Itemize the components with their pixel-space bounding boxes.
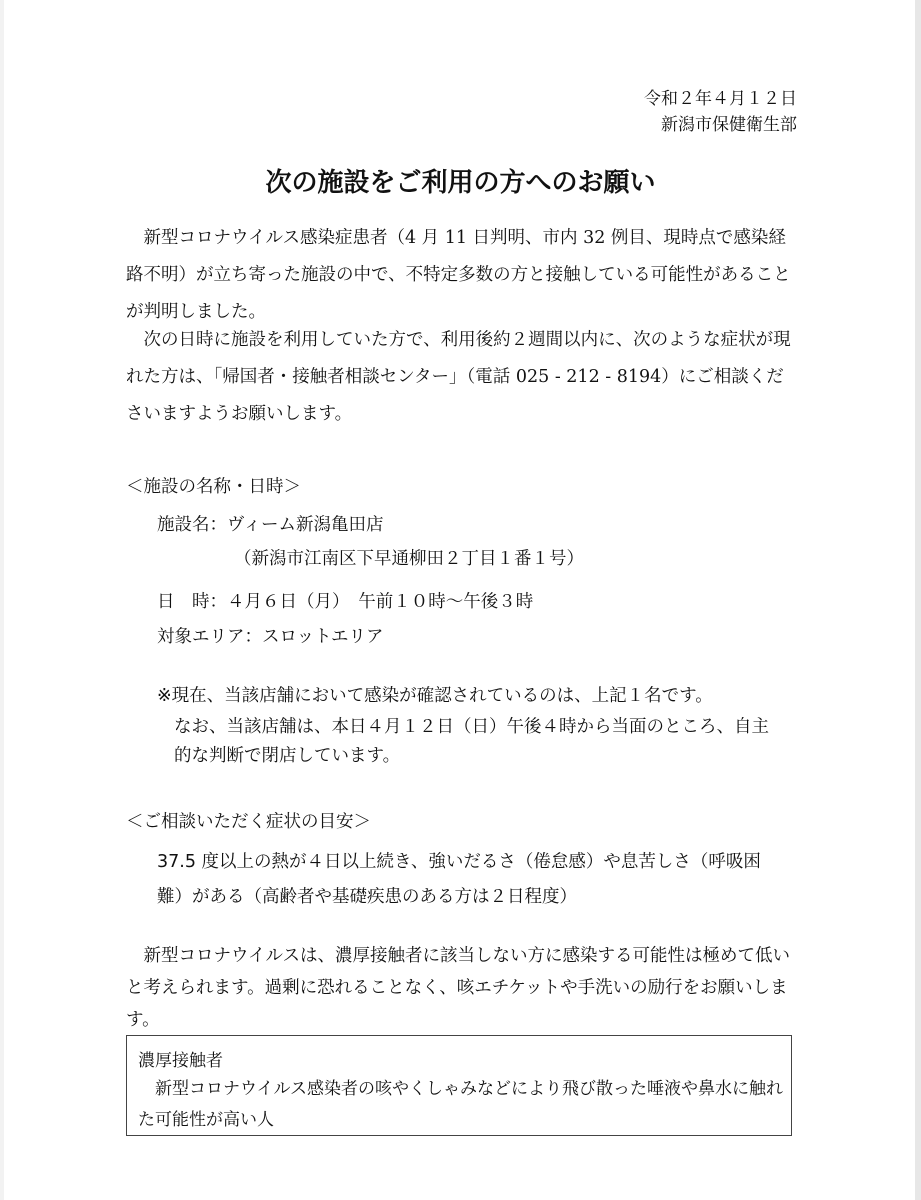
document-title: 次の施設をご利用の方へのお願い	[265, 168, 656, 198]
note-line-1: ※現在、当該店舗において感染が確認されているのは、上記１名です。	[157, 686, 713, 706]
issuing-department: 新潟市保健衛生部	[661, 115, 797, 135]
symptoms-line-1: 37.5 度以上の熱が４日以上続き、強いだるさ（倦怠感）や息苦しさ（呼吸困	[157, 852, 761, 872]
closing-paragraph: 新型コロナウイルスは、濃厚接触者に該当しない方に感染する可能性は極めて低いと考えられます。過剰に恐れることなく、咳エチケットや手洗いの励行をお願いします。	[126, 946, 790, 1030]
definition-title: 濃厚接触者	[138, 1051, 223, 1071]
target-area: 対象エリア：スロットエリア	[157, 627, 384, 647]
intro-paragraph-2: 次の日時に施設を利用していた方で、利用後約２週間以内に、次のような症状が現れた方は、「帰国者・接触者相談センター」（電話 025 - 212 - 8194）にご相談くださいますようお願いします。	[126, 330, 791, 424]
facility-address: （新潟市江南区下早通柳田２丁目１番１号）	[234, 549, 584, 569]
facility-datetime: 日 時：４月６日（月） 午前１０時～午後３時	[157, 592, 534, 612]
note-line-3: 的な判断で閉店しています。	[174, 746, 401, 766]
symptoms-line-2: 難）がある（高齢者や基礎疾患のある方は２日程度）	[157, 887, 577, 907]
symptoms-section-heading: ＜ご相談いただく症状の目安＞	[126, 812, 371, 832]
intro-paragraph-1: 新型コロナウイルス感染症患者（4 月 11 日判明、市内 32 例目、現時点で感染経路不明）が立ち寄った施設の中で、不特定多数の方と接触している可能性があることが判明しました。	[126, 228, 791, 322]
issue-date: 令和２年４月１２日	[644, 89, 797, 109]
definition-text: 新型コロナウイルス感染者の咳やくしゃみなどにより飛び散った唾液や鼻水に触れた可能性が高い人	[138, 1079, 783, 1130]
facility-section-heading: ＜施設の名称・日時＞	[126, 477, 301, 497]
facility-name: 施設名：ヴィーム新潟亀田店	[157, 515, 384, 535]
note-line-2: なお、当該店舗は、本日４月１２日（日）午後４時から当面のところ、自主	[174, 717, 769, 737]
close-contact-definition-box	[126, 1035, 792, 1136]
